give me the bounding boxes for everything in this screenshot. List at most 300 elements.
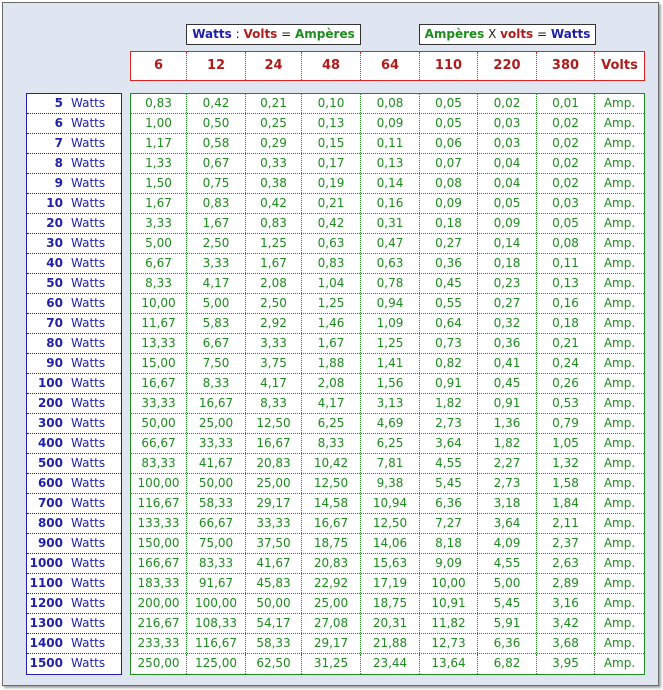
ampere-cell: 29,17 — [246, 494, 302, 513]
ampere-cell: 0,05 — [537, 214, 595, 233]
ampere-cell: 6,36 — [478, 634, 537, 653]
amp-unit-cell: Amp. — [603, 316, 636, 330]
table-row — [131, 654, 644, 674]
ampere-cell: 45,83 — [246, 574, 302, 593]
amp-unit-cell: Amp. — [603, 216, 636, 230]
ampere-cell: 1,58 — [537, 474, 595, 493]
ampere-cell: 0,50 — [187, 114, 246, 133]
ampere-cell: 200,00 — [131, 594, 187, 613]
ampere-cell: 58,33 — [246, 634, 302, 653]
watts-row — [27, 474, 121, 494]
ampere-cell: 0,63 — [361, 254, 420, 273]
ampere-cell: 0,82 — [420, 354, 478, 373]
ampere-cell: 3,75 — [246, 354, 302, 373]
watts-value: 900 — [37, 536, 63, 550]
table-row — [131, 414, 644, 434]
watts-unit: Watts — [71, 136, 106, 150]
ampere-cell: 0,83 — [302, 254, 361, 273]
ampere-cell: 0,13 — [537, 274, 595, 293]
ampere-cell: 2,89 — [537, 574, 595, 593]
watts-value: 200 — [37, 396, 63, 410]
amp-unit-cell: Amp. — [603, 576, 636, 590]
table-row — [131, 294, 644, 314]
ampere-cell: 1,00 — [131, 114, 187, 133]
ampere-cell: 0,42 — [246, 194, 302, 213]
amp-unit-cell: Amp. — [603, 476, 636, 490]
ampere-cell: 0,25 — [246, 114, 302, 133]
watts-value: 800 — [37, 516, 63, 530]
ampere-cell: 83,33 — [187, 554, 246, 573]
table-row — [131, 214, 644, 234]
watts-unit: Watts — [71, 196, 106, 210]
ampere-cell: 25,00 — [246, 474, 302, 493]
watts-unit: Watts — [71, 576, 106, 590]
watts-row — [27, 554, 121, 574]
ampere-cell: 7,27 — [420, 514, 478, 533]
ampere-cell: 0,26 — [537, 374, 595, 393]
ampere-cell: 66,67 — [131, 434, 187, 453]
watts-unit: Watts — [71, 476, 106, 490]
table-row — [131, 174, 644, 194]
watts-row — [27, 654, 121, 674]
ampere-cell: 0,05 — [478, 194, 537, 213]
amp-unit-cell: Amp. — [603, 236, 636, 250]
ampere-cell: 54,17 — [246, 614, 302, 633]
ampere-cell: 1,67 — [131, 194, 187, 213]
ampere-cell: 8,33 — [187, 374, 246, 393]
watts-unit: Watts — [71, 596, 106, 610]
volts-header-row — [130, 51, 645, 81]
amp-unit-cell: Amp. — [603, 356, 636, 370]
formula-watts-div-volts — [186, 24, 361, 45]
ampere-cell: 1,17 — [131, 134, 187, 153]
ampere-cell: 0,16 — [537, 294, 595, 313]
ampere-cell: 23,44 — [361, 654, 420, 674]
amp-unit-cell: Amp. — [603, 296, 636, 310]
table-row — [131, 354, 644, 374]
ampere-cell: 0,42 — [187, 94, 246, 113]
ampere-cell: 3,33 — [187, 254, 246, 273]
ampere-cell: 116,67 — [131, 494, 187, 513]
ampere-cell: 0,18 — [478, 254, 537, 273]
ampere-cell: 0,45 — [420, 274, 478, 293]
ampere-cell: 10,91 — [420, 594, 478, 613]
watts-unit: Watts — [71, 636, 106, 650]
volts-header-cell: 220 — [478, 52, 537, 80]
ampere-cell: 1,50 — [131, 174, 187, 193]
ampere-cell: 0,08 — [420, 174, 478, 193]
table-row — [131, 634, 644, 654]
ampere-cell: 0,01 — [537, 94, 595, 113]
table-row — [131, 94, 644, 114]
watts-unit: Watts — [71, 216, 106, 230]
ampere-cell: 3,64 — [478, 514, 537, 533]
ampere-cell: 0,27 — [420, 234, 478, 253]
ampere-cell: 2,08 — [246, 274, 302, 293]
ampere-cell: 1,82 — [420, 394, 478, 413]
formula-term: Volts — [243, 27, 278, 41]
ampere-cell: 100,00 — [131, 474, 187, 493]
watts-row — [27, 414, 121, 434]
ampere-cell: 0,18 — [420, 214, 478, 233]
watts-unit: Watts — [71, 516, 106, 530]
ampere-cell: 20,83 — [302, 554, 361, 573]
ampere-cell: 7,50 — [187, 354, 246, 373]
volts-header-cell: 24 — [246, 52, 302, 80]
ampere-cell: 1,56 — [361, 374, 420, 393]
watts-unit: Watts — [71, 356, 106, 370]
watts-value: 1000 — [29, 556, 63, 570]
watts-value: 70 — [46, 316, 63, 330]
ampere-cell: 16,67 — [131, 374, 187, 393]
amp-unit-cell: Amp. — [603, 256, 636, 270]
table-row — [131, 374, 644, 394]
amp-unit-cell: Amp. — [603, 156, 636, 170]
ampere-cell: 7,81 — [361, 454, 420, 473]
amp-unit-cell: Amp. — [603, 436, 636, 450]
ampere-cell: 100,00 — [187, 594, 246, 613]
ampere-cell: 216,67 — [131, 614, 187, 633]
table-row — [131, 114, 644, 134]
watts-value: 60 — [46, 296, 63, 310]
watts-unit: Watts — [71, 256, 106, 270]
ampere-cell: 62,50 — [246, 654, 302, 674]
table-row — [131, 454, 644, 474]
ampere-cell: 1,36 — [478, 414, 537, 433]
ampere-cell: 27,08 — [302, 614, 361, 633]
watts-unit: Watts — [71, 616, 106, 630]
watts-value: 30 — [46, 236, 63, 250]
amp-unit-cell: Amp. — [603, 616, 636, 630]
ampere-cell: 8,33 — [131, 274, 187, 293]
watts-unit: Watts — [71, 416, 106, 430]
ampere-cell: 0,19 — [302, 174, 361, 193]
watts-unit: Watts — [71, 336, 106, 350]
amp-unit-cell: Amp. — [603, 496, 636, 510]
ampere-cell: 9,09 — [420, 554, 478, 573]
watts-row — [27, 514, 121, 534]
ampere-cell: 116,67 — [187, 634, 246, 653]
ampere-cell: 1,32 — [537, 454, 595, 473]
ampere-cell: 108,33 — [187, 614, 246, 633]
ampere-cell: 0,13 — [302, 114, 361, 133]
amp-unit-cell: Amp. — [603, 536, 636, 550]
ampere-cell: 0,05 — [420, 114, 478, 133]
ampere-cell: 0,21 — [302, 194, 361, 213]
ampere-cell: 0,13 — [361, 154, 420, 173]
ampere-cell: 1,25 — [246, 234, 302, 253]
amp-unit-cell: Amp. — [603, 96, 636, 110]
watts-value: 700 — [37, 496, 63, 510]
watts-value: 600 — [37, 476, 63, 490]
ampere-cell: 0,21 — [246, 94, 302, 113]
ampere-cell: 41,67 — [246, 554, 302, 573]
ampere-cell: 91,67 — [187, 574, 246, 593]
volts-header-cell: 64 — [361, 52, 420, 80]
ampere-cell: 0,53 — [537, 394, 595, 413]
ampere-cell: 0,67 — [187, 154, 246, 173]
ampere-cell: 0,24 — [537, 354, 595, 373]
ampere-cell: 2,73 — [420, 414, 478, 433]
ampere-cell: 8,18 — [420, 534, 478, 553]
ampere-cell: 13,64 — [420, 654, 478, 674]
amp-unit-cell: Amp. — [603, 276, 636, 290]
ampere-cell: 0,17 — [302, 154, 361, 173]
table-row — [131, 574, 644, 594]
amp-unit-cell: Amp. — [603, 396, 636, 410]
ampere-cell: 6,25 — [302, 414, 361, 433]
ampere-cell: 50,00 — [246, 594, 302, 613]
ampere-cell: 12,50 — [246, 414, 302, 433]
ampere-cell: 50,00 — [131, 414, 187, 433]
amp-unit-cell: Amp. — [603, 456, 636, 470]
ampere-cell: 0,09 — [420, 194, 478, 213]
watts-value: 9 — [54, 176, 63, 190]
ampere-cell: 0,03 — [478, 134, 537, 153]
ampere-cell: 6,36 — [420, 494, 478, 513]
table-row — [131, 254, 644, 274]
watts-row — [27, 214, 121, 234]
ampere-cell: 83,33 — [131, 454, 187, 473]
ampere-cell: 8,33 — [302, 434, 361, 453]
amp-unit-cell: Amp. — [603, 376, 636, 390]
table-row — [131, 154, 644, 174]
ampere-cell: 33,33 — [246, 514, 302, 533]
ampere-cell: 10,94 — [361, 494, 420, 513]
ampere-cell: 6,67 — [187, 334, 246, 353]
ampere-cell: 0,03 — [537, 194, 595, 213]
ampere-cell: 0,36 — [478, 334, 537, 353]
ampere-cell: 1,33 — [131, 154, 187, 173]
table-row — [131, 394, 644, 414]
ampere-cell: 0,83 — [131, 94, 187, 113]
ampere-cell: 0,06 — [420, 134, 478, 153]
ampere-cell: 20,83 — [246, 454, 302, 473]
amp-unit-cell: Amp. — [603, 596, 636, 610]
amp-unit-cell: Amp. — [603, 556, 636, 570]
table-row — [131, 534, 644, 554]
ampere-cell: 16,67 — [302, 514, 361, 533]
ampere-cell: 0,38 — [246, 174, 302, 193]
watts-row — [27, 94, 121, 114]
ampere-cell: 11,82 — [420, 614, 478, 633]
watts-value: 1100 — [29, 576, 63, 590]
ampere-cell: 12,50 — [302, 474, 361, 493]
ampere-cell: 21,88 — [361, 634, 420, 653]
ampere-cell: 6,67 — [131, 254, 187, 273]
ampere-cell: 2,92 — [246, 314, 302, 333]
ampere-cell: 5,00 — [131, 234, 187, 253]
watts-row — [27, 294, 121, 314]
volts-header-cell: 12 — [187, 52, 246, 80]
ampere-cell: 0,63 — [302, 234, 361, 253]
ampere-cell: 4,17 — [302, 394, 361, 413]
ampere-cell: 0,02 — [537, 154, 595, 173]
ampere-cell: 25,00 — [302, 594, 361, 613]
ampere-cell: 0,11 — [537, 254, 595, 273]
ampere-cell: 33,33 — [131, 394, 187, 413]
watts-unit: Watts — [71, 456, 106, 470]
ampere-cell: 1,67 — [187, 214, 246, 233]
watts-value: 5 — [54, 96, 63, 110]
ampere-cell: 1,04 — [302, 274, 361, 293]
ampere-cell: 4,55 — [420, 454, 478, 473]
ampere-cell: 3,33 — [131, 214, 187, 233]
ampere-cell: 16,67 — [187, 394, 246, 413]
ampere-cell: 12,50 — [361, 514, 420, 533]
watts-unit: Watts — [71, 156, 106, 170]
watts-row — [27, 614, 121, 634]
ampere-cell: 0,42 — [302, 214, 361, 233]
ampere-cell: 0,02 — [537, 134, 595, 153]
formula-term: Watts — [550, 27, 591, 41]
ampere-cell: 0,02 — [537, 174, 595, 193]
ampere-cell: 0,02 — [537, 114, 595, 133]
ampere-cell: 33,33 — [187, 434, 246, 453]
ampere-cell: 1,09 — [361, 314, 420, 333]
table-row — [131, 554, 644, 574]
ampere-cell: 41,67 — [187, 454, 246, 473]
ampere-cell: 4,69 — [361, 414, 420, 433]
ampere-cell: 0,10 — [302, 94, 361, 113]
watts-row — [27, 534, 121, 554]
watts-row — [27, 354, 121, 374]
ampere-cell: 6,25 — [361, 434, 420, 453]
watts-row — [27, 194, 121, 214]
ampere-cell: 0,83 — [246, 214, 302, 233]
watts-value: 40 — [46, 256, 63, 270]
watts-unit: Watts — [71, 96, 106, 110]
formula-operator: X — [484, 27, 501, 41]
amp-unit-cell: Amp. — [603, 336, 636, 350]
ampere-cell: 11,67 — [131, 314, 187, 333]
ampere-cell: 0,75 — [187, 174, 246, 193]
watts-value: 20 — [46, 216, 63, 230]
ampere-cell: 3,13 — [361, 394, 420, 413]
watts-row — [27, 314, 121, 334]
watts-value: 8 — [54, 156, 63, 170]
ampere-cell: 4,55 — [478, 554, 537, 573]
watts-row — [27, 154, 121, 174]
ampere-cell: 12,73 — [420, 634, 478, 653]
ampere-cell: 1,67 — [246, 254, 302, 273]
ampere-cell: 3,64 — [420, 434, 478, 453]
ampere-cell: 13,33 — [131, 334, 187, 353]
ampere-cell: 15,00 — [131, 354, 187, 373]
table-row — [131, 314, 644, 334]
table-row — [131, 134, 644, 154]
ampere-cell: 2,27 — [478, 454, 537, 473]
formula-operator: = — [277, 27, 296, 41]
watts-unit: Watts — [71, 496, 106, 510]
watts-unit: Watts — [71, 296, 106, 310]
ampere-cell: 1,46 — [302, 314, 361, 333]
ampere-cell: 0,79 — [537, 414, 595, 433]
watts-value: 100 — [37, 376, 63, 390]
watts-row — [27, 334, 121, 354]
watts-value: 300 — [37, 416, 63, 430]
ampere-cell: 20,31 — [361, 614, 420, 633]
ampere-cell: 125,00 — [187, 654, 246, 674]
ampere-cell: 3,33 — [246, 334, 302, 353]
watts-row — [27, 434, 121, 454]
ampere-cell: 0,05 — [420, 94, 478, 113]
ampere-cell: 0,16 — [361, 194, 420, 213]
watts-row — [27, 274, 121, 294]
ampere-cell: 0,33 — [246, 154, 302, 173]
ampere-cell: 1,05 — [537, 434, 595, 453]
ampere-cell: 3,68 — [537, 634, 595, 653]
volts-header-cell: Volts — [601, 58, 638, 73]
ampere-cell: 0,07 — [420, 154, 478, 173]
formula-term: Ampères — [295, 27, 355, 41]
ampere-cell: 5,91 — [478, 614, 537, 633]
ampere-cell: 1,82 — [478, 434, 537, 453]
ampere-cell: 2,73 — [478, 474, 537, 493]
ampere-cell: 0,94 — [361, 294, 420, 313]
watts-unit: Watts — [71, 376, 106, 390]
watts-unit: Watts — [71, 176, 106, 190]
watts-row — [27, 494, 121, 514]
ampere-cell: 1,84 — [537, 494, 595, 513]
ampere-cell: 0,29 — [246, 134, 302, 153]
watts-row — [27, 574, 121, 594]
volts-header-cell: 48 — [302, 52, 361, 80]
ampere-cell: 3,16 — [537, 594, 595, 613]
watts-row — [27, 634, 121, 654]
ampere-cell: 0,09 — [361, 114, 420, 133]
ampere-cell: 1,25 — [361, 334, 420, 353]
watts-row — [27, 174, 121, 194]
table-row — [131, 434, 644, 454]
ampere-cell: 0,14 — [361, 174, 420, 193]
volts-header-cell: 380 — [537, 52, 595, 80]
volts-header-cell: 110 — [420, 52, 478, 80]
ampere-cell: 58,33 — [187, 494, 246, 513]
ampere-cell: 0,14 — [478, 234, 537, 253]
ampere-cell: 3,42 — [537, 614, 595, 633]
ampere-cell: 0,11 — [361, 134, 420, 153]
ampere-cell: 0,47 — [361, 234, 420, 253]
ampere-cell: 1,67 — [302, 334, 361, 353]
table-row — [131, 594, 644, 614]
watts-row — [27, 394, 121, 414]
table-row — [131, 274, 644, 294]
watts-value: 1300 — [29, 616, 63, 630]
amp-unit-cell: Amp. — [603, 636, 636, 650]
watts-value: 1200 — [29, 596, 63, 610]
ampere-cell: 150,00 — [131, 534, 187, 553]
ampere-cell: 0,23 — [478, 274, 537, 293]
ampere-cell: 5,00 — [478, 574, 537, 593]
ampere-cell: 10,00 — [131, 294, 187, 313]
watts-value: 50 — [46, 276, 63, 290]
ampere-cell: 5,83 — [187, 314, 246, 333]
table-frame — [2, 2, 659, 686]
amp-unit-cell: Amp. — [603, 416, 636, 430]
ampere-cell: 1,25 — [302, 294, 361, 313]
ampere-cell: 0,41 — [478, 354, 537, 373]
ampere-cell: 2,63 — [537, 554, 595, 573]
table-row — [131, 614, 644, 634]
ampere-cell: 10,00 — [420, 574, 478, 593]
table-row — [131, 234, 644, 254]
ampere-cell: 18,75 — [302, 534, 361, 553]
ampere-cell: 4,17 — [187, 274, 246, 293]
ampere-cell: 1,88 — [302, 354, 361, 373]
ampere-cell: 133,33 — [131, 514, 187, 533]
formula-amps-times-volts — [419, 24, 596, 45]
